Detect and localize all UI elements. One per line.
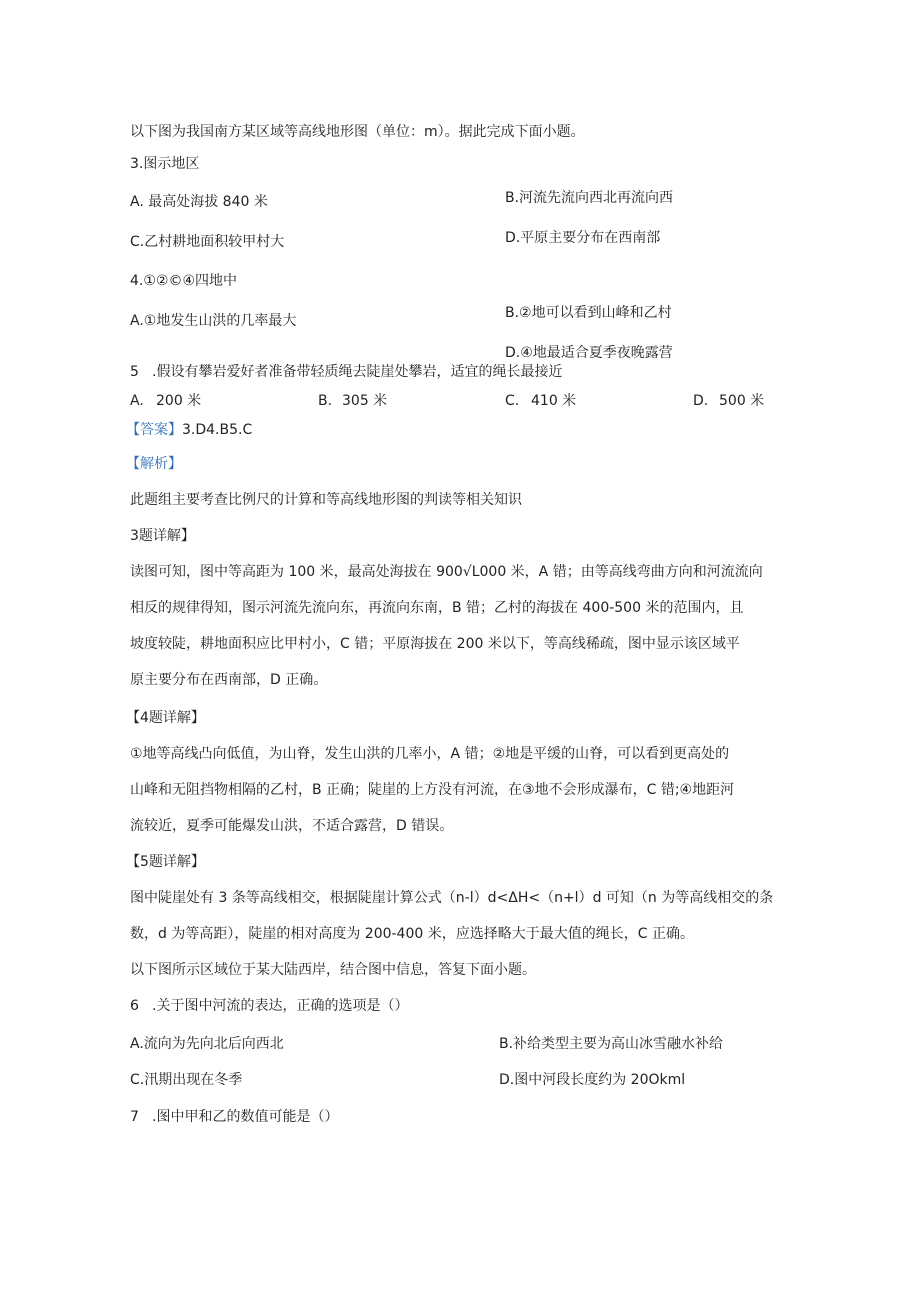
analysis-summary: 此题组主要考查比例尺的计算和等高线地形图的判读等相关知识 [130,492,522,508]
q6-stem: .关于图中河流的表达，正确的选项是（） [152,998,409,1014]
q4-stem: 4.①②©④四地中 [130,273,238,289]
q7-stem: .图中甲和乙的数值可能是（） [152,1109,339,1125]
q3-option-b: B.河流先流向西北再流向西 [505,190,674,206]
q3-option-a: A. 最高处海拔 840 米 [130,194,268,210]
intro-q3-5: 以下图为我国南方某区域等高线地形图（单位：m）。据此完成下面小题。 [130,124,585,140]
q6-option-d: D.图中河段长度约为 20Okml [499,1072,686,1088]
q3-option-d: D.平原主要分布在西南部 [505,230,661,246]
q6-option-b: B.补给类型主要为高山冰雪融水补给 [499,1036,724,1052]
detail-4-title: 【4题详解】 [126,710,205,726]
detail-4-line-1: ①地等高线凸向低值，为山脊，发生山洪的几率小，A 错；②地是平缓的山脊，可以看到更高处的 [130,746,730,762]
q5-stem: .假设有攀岩爱好者准备带轻质绳去陡崖处攀岩，适宜的绳长最接近 [152,364,563,380]
q5-option-a-letter: A. [130,393,144,409]
analysis-tag: 【解析】 [126,456,182,472]
detail-5-line-1: 图中陡崖处有 3 条等高线相交，根据陡崖计算公式（n-l）d<ΔH<（n+l）d 可知（n 为等高线相交的条 [130,890,774,906]
q6-option-a: A.流向为先向北后向西北 [130,1036,284,1052]
q5-option-c-letter: C. [505,393,520,409]
q3-option-c: C.乙村耕地面积较甲村大 [130,234,285,250]
q6-option-c: C.汛期出现在冬季 [130,1072,243,1088]
detail-5-line-2: 数，d 为等高距），陡崖的相对高度为 200-400 米，应选择略大于最大值的绳长，C 正确。 [130,926,694,942]
q5-number: 5 [130,364,139,380]
q5-option-c-value: 410 米 [531,393,577,409]
answer-text: 3.D4.B5.C [182,422,253,438]
detail-3-line-3: 坡度较陡，耕地面积应比甲村小，C 错；平原海拔在 200 米以下，等高线稀疏，图中显示该区域平 [130,636,740,652]
q5-option-b-letter: B. [318,393,333,409]
detail-3-line-4: 原主要分布在西南部，D 正确。 [130,672,328,688]
q5-option-d-value: 500 米 [719,393,765,409]
q7-number: 7 [130,1109,139,1125]
detail-3-line-1: 读图可知，图中等高距为 100 米，最高处海拔在 900√L000 米，A 错；由等高线弯曲方向和河流流向 [130,564,763,580]
q4-option-d-clipped: D.④地最适合夏季夜晚露营 [505,345,673,361]
answer-tag: 【答案】 [126,422,182,438]
q4-option-a: A.①地发生山洪的几率最大 [130,313,297,329]
detail-5-title: 【5题详解】 [126,854,205,870]
q5-option-b-value: 305 米 [342,393,388,409]
detail-3-title: 3题详解】 [130,528,195,544]
q5-option-d-letter: D. [693,393,709,409]
q5-option-a-value: 200 米 [156,393,202,409]
q6-number: 6 [130,998,139,1014]
q3-stem: 3.图示地区 [130,156,200,172]
intro-q6-7: 以下图所示区域位于某大陆西岸，结合图中信息，答复下面小题。 [130,962,536,978]
q4-option-b: B.②地可以看到山峰和乙村 [505,305,672,321]
answer-line [126,420,252,440]
detail-4-line-3: 流较近，夏季可能爆发山洪，不适合露营，D 错误。 [130,818,454,834]
detail-4-line-2: 山峰和无阻挡物相隔的乙村，B 正确；陡崖的上方没有河流，在③地不会形成瀑布，C 错;④地距河 [130,782,735,798]
detail-3-line-2: 相反的规律得知，图示河流先流向东，再流向东南，B 错；乙村的海拔在 400-500 米的范围内，且 [130,600,744,616]
